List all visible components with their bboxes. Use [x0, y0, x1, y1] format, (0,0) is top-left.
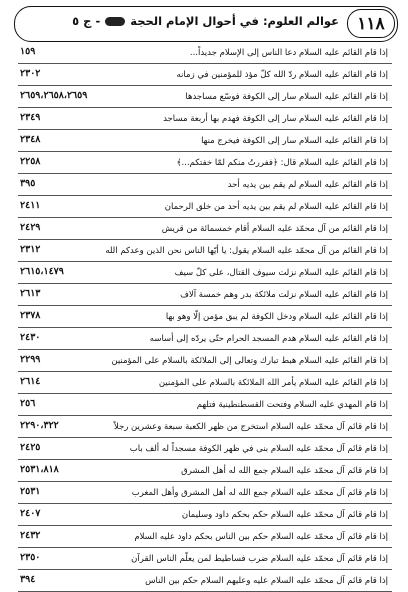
entry-text: إذا قام قائم آل محمّد عليه السلام ضرب فساطيط لمن يعلّم الناس القرآن [131, 553, 388, 564]
header-title-group [72, 14, 339, 28]
entry-page-numbers: ٢٥٦ [20, 398, 36, 409]
entry-page-numbers: ٢٦١٥،١٤٧٩ [20, 266, 64, 277]
entry-page-numbers: ٢٣٧٨ [20, 310, 41, 321]
index-entry [18, 482, 392, 504]
entry-page-numbers: ٢٤٣٢ [20, 530, 41, 541]
entry-text: إذا قام القائم عليه السلام نزلت ملائكة بدر وهم خمسة آلاف [180, 289, 388, 300]
entry-text: إذا قام قائم آل محمّد عليه السلام جمع الله له أهل المشرق [181, 465, 388, 476]
index-entry [18, 526, 392, 548]
entry-text: إذا قام القائم عليه السلام هبط تبارك وتعالى إلى الملائكة بالسلام على المؤمنين [111, 355, 388, 366]
entry-text: إذا قام القائم عليه السلام يأمر الله الملائكة بالسلام على المؤمنين [158, 377, 388, 388]
index-entry [18, 196, 392, 218]
index-entry [18, 218, 392, 240]
index-entry [18, 350, 392, 372]
index-entry [18, 328, 392, 350]
entry-page-numbers: ٢٤٢٥ [20, 442, 41, 453]
index-entry [18, 570, 392, 592]
entry-text: إذا قام القائم عليه السلام سار إلى الكوفة فيخرج منها [201, 135, 388, 146]
entry-page-numbers: ٣٩٤ [20, 574, 36, 585]
entry-page-numbers: ٢٦٥٩،٢٦٥٨،٢٦٥٩ [20, 90, 88, 101]
entry-text: إذا قام القائم عليه السلام سار إلى الكوفة فوسّع مساجدها [185, 91, 388, 102]
index-entry [18, 262, 392, 284]
entry-text: إذا قام قائم آل محمّد عليه السلام عليه وعليهم السلام حكم بين الناس [145, 575, 388, 586]
entry-text: إذا قام القائم عليه السلام لم يقم بين يديه أحد [227, 179, 388, 190]
entry-page-numbers: ٢٤٣٠ [20, 332, 41, 343]
index-entry [18, 240, 392, 262]
entry-page-numbers: ٢٣٤٨ [20, 134, 41, 145]
entry-text: إذا قام قائم آل محمّد عليه السلام بنى في ظهر الكوفة مسجداً له ألف باب [129, 443, 388, 454]
entry-page-numbers: ٢٢٥٨ [20, 156, 41, 167]
entry-page-numbers: ٢٣٤٩ [20, 112, 41, 123]
entry-text: إذا قام قائم آل محمّد عليه السلام حكم بين الناس بحكم داود عليه السلام [134, 531, 388, 542]
entry-page-numbers: ١٥٩ [20, 46, 36, 57]
entry-text: إذا قام القائم عليه السلام قال: ﴿ففررتُ منكم لمّا خفتكم...﴾ [176, 158, 388, 168]
entry-text: إذا قام القائم عليه السلام ردّ الله كلّ مؤذ للمؤمنين في زمانه [176, 69, 388, 80]
entry-text: إذا قام قائم آل محمّد عليه السلام استخرج من ظهر الكعبة سبعة وعشرين رجلاً [113, 421, 388, 432]
index-entry [18, 504, 392, 526]
index-entry [18, 284, 392, 306]
entry-page-numbers: ٢٤٠٧ [20, 508, 41, 519]
volume-label: - ج ٥ [72, 14, 101, 28]
entry-text: إذا قام القائم عليه السلام لم يقم بين يديه أحد من خلق الرحمان [164, 201, 388, 212]
index-entry [18, 306, 392, 328]
book-title: عوالم العلوم: في أحوال الإمام الحجة [130, 14, 339, 28]
index-entry [18, 438, 392, 460]
entry-text: إذا قام القائم من آل محمّد عليه السلام أقام خمسمائة من قريش [161, 223, 388, 234]
index-entry [18, 416, 392, 438]
entry-page-numbers: ٢٣٠٢ [20, 68, 41, 79]
entry-page-numbers: ٢٦١٤ [20, 376, 41, 387]
entry-text: إذا قام القائم عليه السلام ودخل الكوفة لم يبق مؤمن إلّا وهو بها [165, 311, 388, 322]
entry-text: إذا قام قائم آل محمّد عليه السلام جمع الله له أهل المشرق وأهل المغرب [131, 487, 388, 498]
entry-page-numbers: ٢٥٣١ [20, 486, 41, 497]
index-entry [18, 42, 392, 64]
entry-page-numbers: ٢٦١٣ [20, 288, 41, 299]
entry-text: إذا قام قائم آل محمّد عليه السلام حكم بحكم داود وسليمان [181, 509, 388, 520]
index-entry [18, 108, 392, 130]
ornament-icon [105, 17, 125, 26]
entry-text: إذا قام القائم عليه السلام هدم المسجد الحرام حتّى يردّه إلى أساسه [149, 333, 388, 344]
index-entry [18, 174, 392, 196]
index-entry [18, 548, 392, 570]
index-entry [18, 86, 392, 108]
index-entry [18, 130, 392, 152]
page-number: ١١٨ [347, 9, 395, 38]
entry-text: إذا قام المهدي عليه السلام وفتحت القسطنطينية فتلهم [196, 399, 388, 410]
entry-text: إذا قام القائم عليه السلام دعا الناس إلى الإسلام جديداً... [189, 47, 388, 58]
index-entry [18, 372, 392, 394]
entry-text: إذا قام القائم عليه السلام سار إلى الكوفة فهدم بها أربعة مساجد [163, 113, 388, 124]
entry-page-numbers: ٢٣٥٠ [20, 552, 41, 563]
entry-text: إذا قام القائم عليه السلام نزلت سيوف القتال، على كلّ سيف [174, 267, 388, 278]
entry-page-numbers: ٣٩٥ [20, 178, 36, 189]
index-entry [18, 394, 392, 416]
entry-page-numbers: ٢٢٩٩ [20, 354, 41, 365]
index-entry [18, 64, 392, 86]
entry-text: إذا قام القائم من آل محمّد عليه السلام يقول: يا أيّها الناس نحن الذين وعدكم الله [105, 245, 388, 256]
entry-page-numbers: ٢٢٩٠،٣٢٢ [20, 420, 59, 431]
index-list [18, 42, 392, 592]
index-entry [18, 460, 392, 482]
entry-page-numbers: ٢٥٣١،٨١٨ [20, 464, 59, 475]
page-header [14, 6, 398, 42]
index-entry [18, 152, 392, 174]
entry-page-numbers: ٢٤١١ [20, 200, 41, 211]
entry-page-numbers: ٢٣١٢ [20, 244, 41, 255]
entry-page-numbers: ٢٤٢٩ [20, 222, 41, 233]
